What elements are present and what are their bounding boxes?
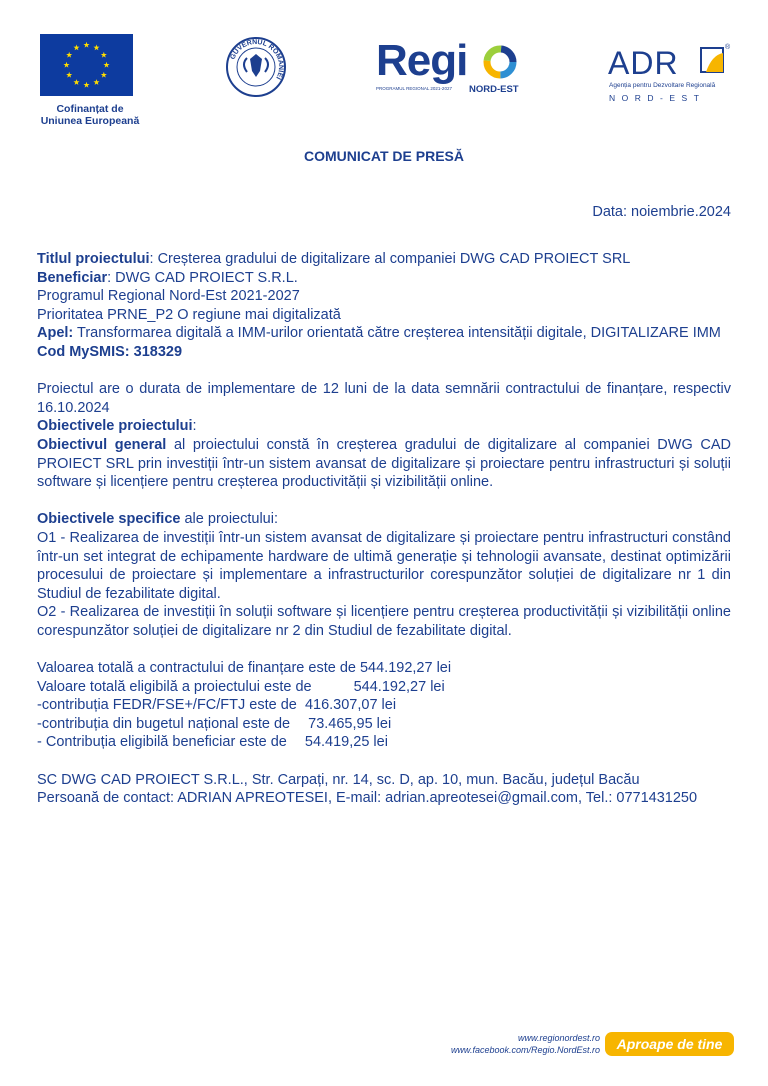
finance-row: - Contribuția eligibilă beneficiar este de 54.419,25 lei — [37, 734, 388, 751]
objectives-heading: Obiectivele proiectului: — [37, 418, 197, 435]
finance-row: Valoare totală eligibilă a proiectului este de 544.192,27 lei — [37, 678, 445, 695]
program-line: Programul Regional Nord-Est 2021-2027 — [37, 288, 300, 305]
regio-logo-word: Regi — [376, 36, 468, 85]
beneficiary-line: Beneficiar: DWG CAD PROIECT S.R.L. — [37, 269, 298, 286]
regio-region-text: NORD-EST — [469, 84, 519, 95]
svg-text:GUVERNUL ROMÂNIEI: GUVERNUL ROMÂNIEI — [229, 38, 285, 81]
eu-star-icon — [93, 79, 99, 85]
eu-flag-logo — [40, 34, 133, 96]
project-title-line: Titlul proiectului: Creșterea gradului de digitalizare al companiei DWG CAD PROIECT SRL — [37, 251, 631, 267]
finance-row: -contribuția FEDR/FSE+/FC/FTJ este de 416.307,07 lei — [37, 697, 397, 714]
finance-row: Valoarea totală a contractului de finanțare este de 544.192,27 lei — [37, 660, 452, 677]
objective-o2: O2 - Realizarea de investiții în soluții software și licențiere pentru creșterea productivității și vizibilității online corespunzător soluției de digitalizare nr 2 din Studiul de fezabilitate digital. — [37, 604, 731, 639]
specific-objectives-heading: Obiectivele specifice ale proiectului: — [37, 511, 278, 528]
adr-logo-word: ADR — [608, 45, 679, 81]
regio-program-text: PROGRAMUL REGIONAL 2021-2027 — [376, 86, 452, 91]
call-line: Apel: Transformarea digitală a IMM-urilor orientată către creșterea intensității digitale, DIGITALIZARE IMM — [37, 325, 721, 342]
eu-star-icon — [66, 52, 72, 58]
adr-registered-mark: ® — [725, 44, 731, 51]
finance-row: -contribuția din bugetul național este de 73.465,95 lei — [37, 715, 392, 732]
eu-cofinance-caption: Cofinanțat de Uniunea Europeană — [40, 103, 140, 127]
eu-star-icon — [93, 44, 99, 50]
general-objective-paragraph: Obiectivul general al proiectului constă în creșterea gradului de digitalizare al companiei DWG CAD PROIECT SRL prin investiții într-un sistem avansat de digitalizare și proiectare pentru infrastructuri și soluții software și licențiere pentru creșterea productivității și vizibilității online. — [37, 436, 731, 491]
regio-o-ring-icon — [482, 44, 518, 80]
eu-star-icon — [103, 62, 109, 68]
eu-star-icon — [83, 82, 89, 88]
eu-star-icon — [73, 79, 79, 85]
company-address: SC DWG CAD PROIECT S.R.L., Str. Carpați, nr. 14, sc. D, ap. 10, mun. Bacău, județul Bacău — [37, 771, 640, 788]
adr-square-icon — [700, 47, 724, 73]
mysmis-code: Cod MySMIS: 318329 — [37, 343, 183, 360]
eu-star-icon — [73, 44, 79, 50]
page-title: COMUNICAT DE PRESĂ — [304, 148, 464, 164]
eu-star-icon — [101, 72, 107, 78]
priority-line: Prioritatea PRNE_P2 O regiune mai digitalizată — [37, 306, 341, 323]
facebook-link[interactable]: www.facebook.com/Regio.NordEst.ro — [450, 1045, 600, 1055]
adr-agency-name: Agenția pentru Dezvoltare Regională — [609, 82, 716, 89]
eu-star-icon — [101, 52, 107, 58]
document-date: Data: noiembrie.2024 — [592, 204, 731, 220]
duration-paragraph: Proiectul are o durata de implementare de 12 luni de la data semnării contractului de finanțare, respectiv 16.10.2024 — [37, 381, 731, 416]
eu-star-icon — [63, 62, 69, 68]
website-link[interactable]: www.regionordest.ro — [517, 1033, 600, 1043]
objective-o1: O1 - Realizarea de investiții într-un sistem avansat de digitalizare și proiectare pentru infrastructuri constând într-un set integrat de echipamente hardware de ultimă generație și tehnologii avansate, destinat optimizării procesului de proiectare și implementare a infrastructurilor corespunzător soluției de digitalizare nr 1 din Studiul de fezabilitate digital. — [37, 529, 731, 602]
press-release-body — [37, 250, 731, 808]
footer-links — [451, 1032, 600, 1056]
eu-star-icon — [83, 42, 89, 48]
adr-region-text: NORD-EST — [609, 93, 706, 103]
government-romania-seal-logo — [225, 36, 287, 98]
eu-stars-icon — [40, 34, 133, 96]
contact-line: Persoană de contact: ADRIAN APREOTESEI, E-mail: adrian.apreotesei@gmail.com, Tel.: 0771431250 — [37, 790, 698, 807]
eu-star-icon — [66, 72, 72, 78]
finance-list — [37, 659, 731, 752]
slogan-badge: Aproape de tine — [605, 1032, 734, 1056]
